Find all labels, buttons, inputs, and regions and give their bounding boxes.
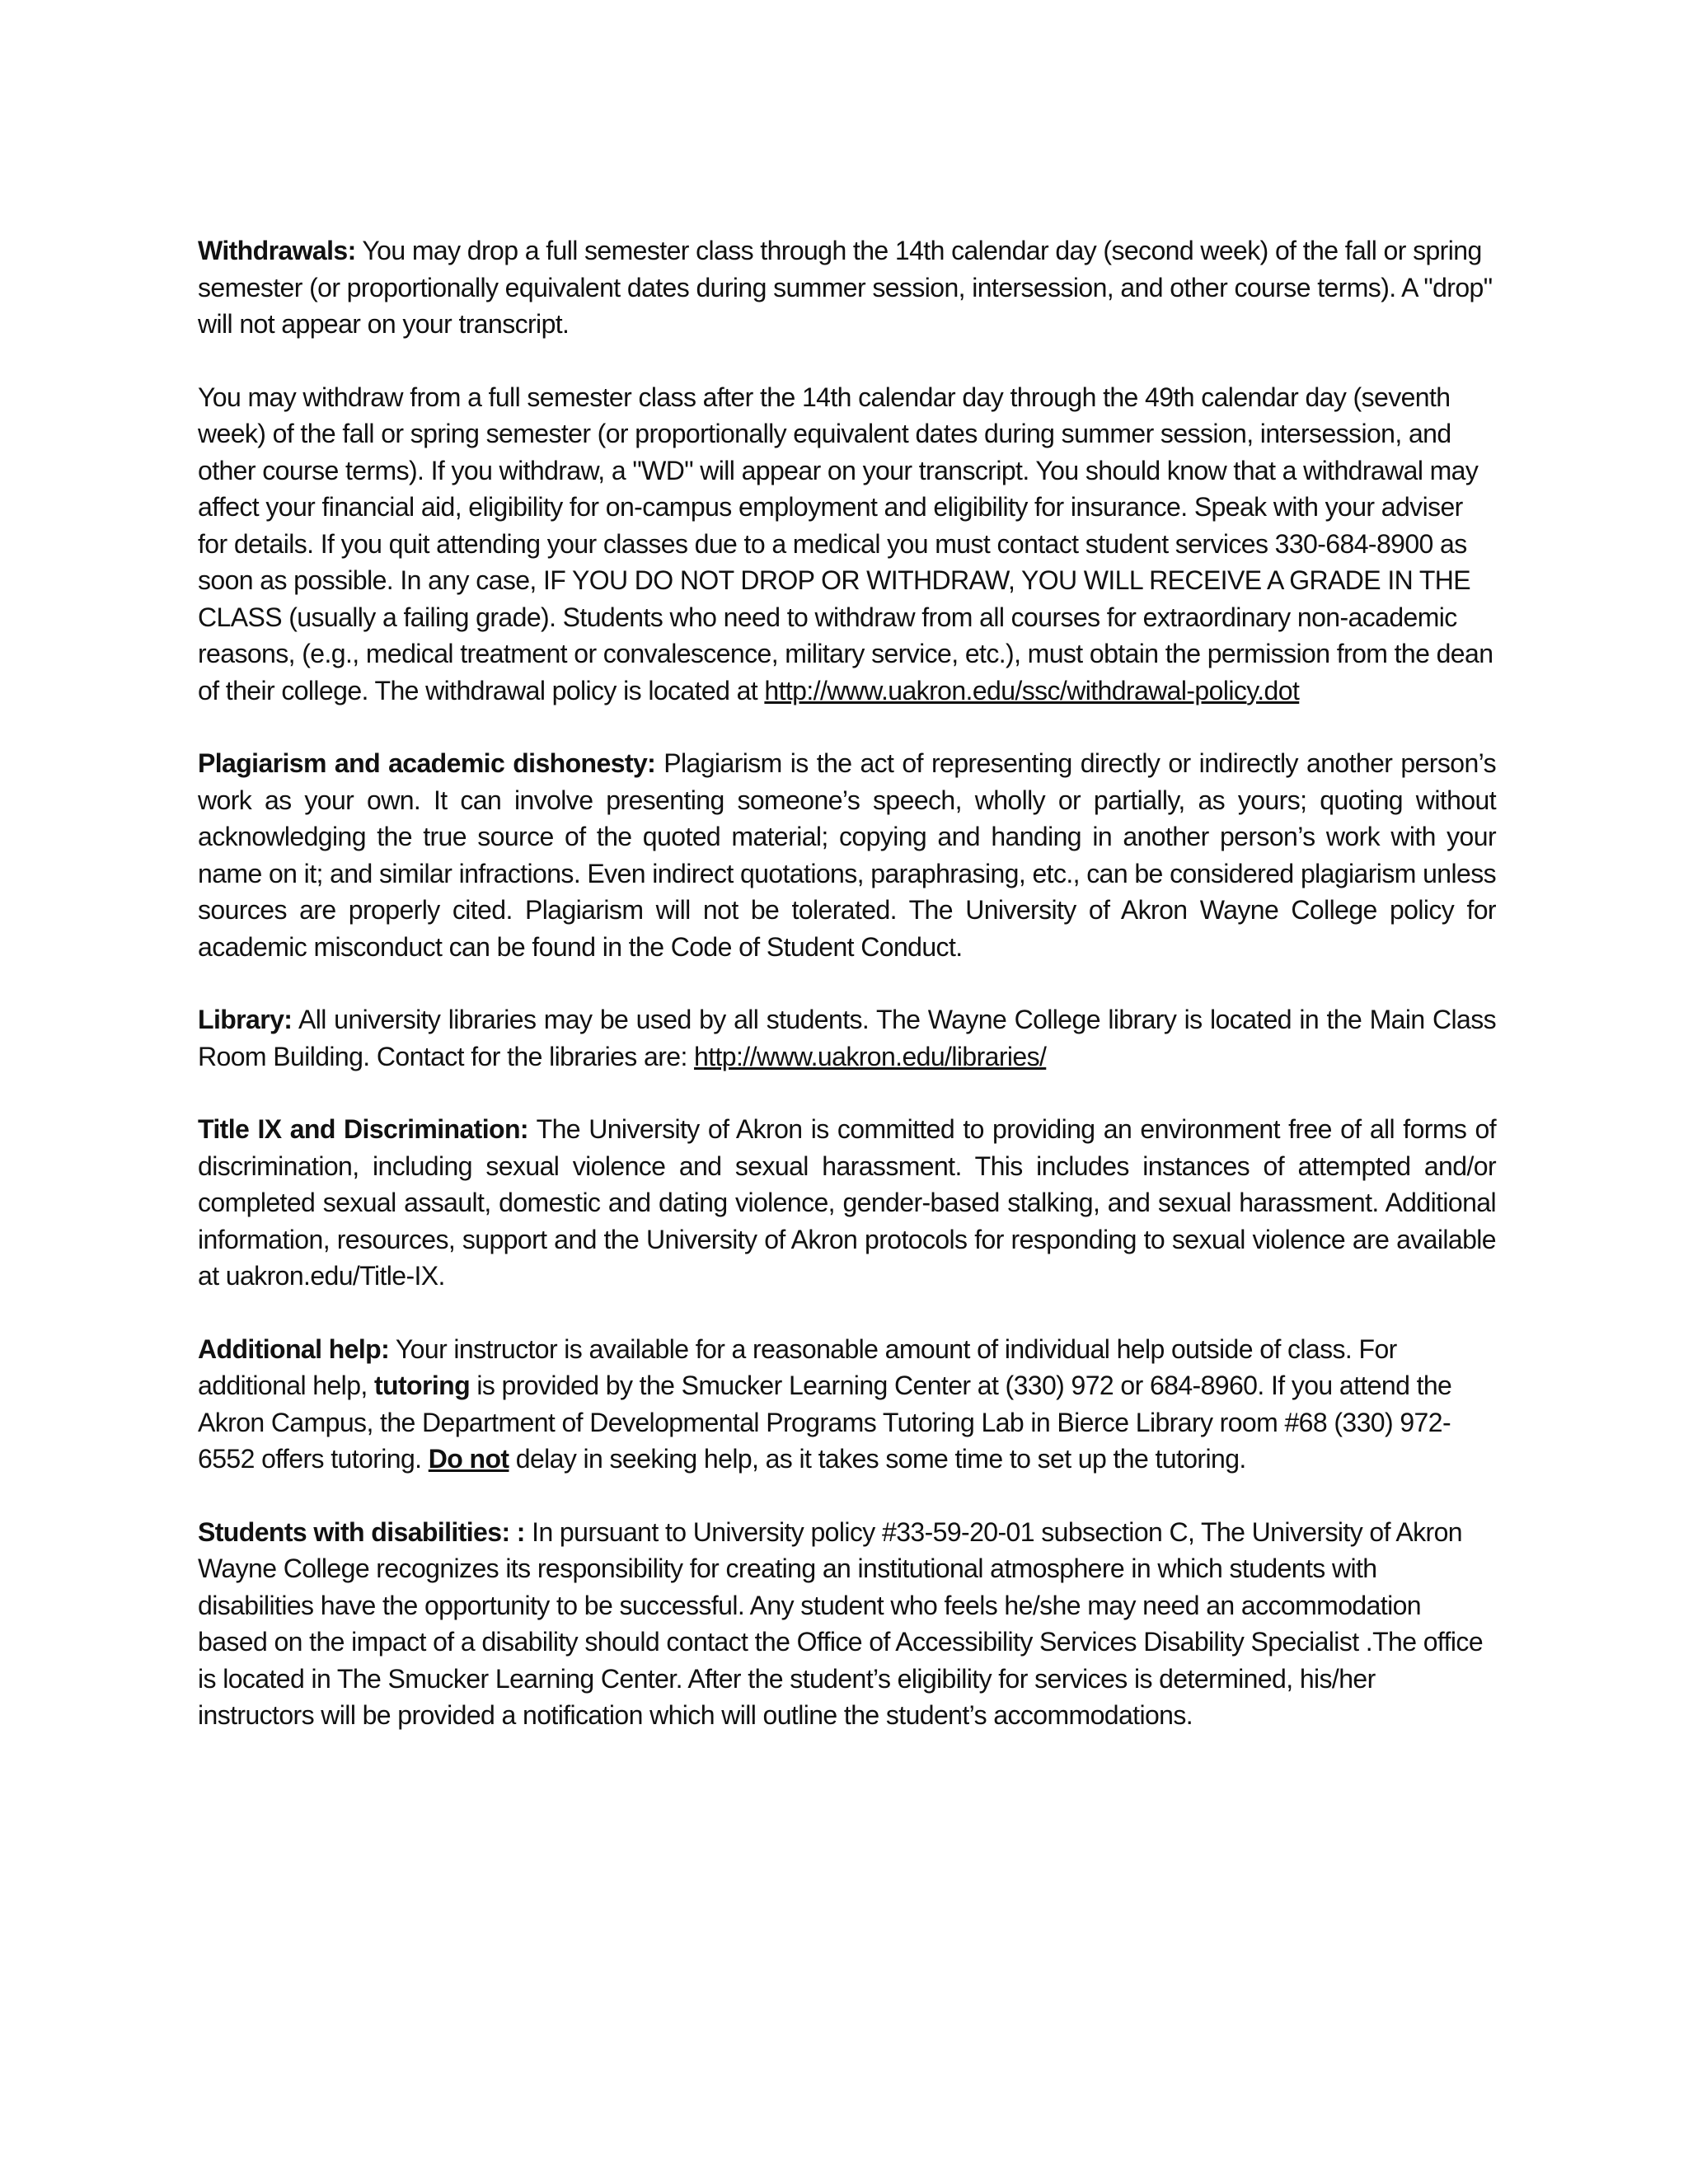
- withdrawals-paragraph: [198, 232, 1496, 343]
- libraries-link[interactable]: http://www.uakron.edu/libraries/: [694, 1041, 1047, 1071]
- additional-help-text-b: is provided by the Smucker Learning Center at (330) 972 or 684-8960. If you attend the Akron Campus, the Department of Developmental Programs Tutoring Lab in Bierce Library room #68 (330) 972-6552 offers tutoring.: [198, 1371, 1452, 1474]
- plagiarism-paragraph: [198, 745, 1496, 965]
- withdrawals-text: You may drop a full semester class through the 14th calendar day (second week) of the fall or spring semester (or proportionally equivalent dates during summer session, intersession, and other course terms). A "drop" will not appear on your transcript.: [198, 236, 1493, 339]
- withdraw-text: You may withdraw from a full semester class after the 14th calendar day through the 49th calendar day (seventh week) of the fall or spring semester (or proportionally equivalent dates during summer session, intersession, and other course terms). If you withdraw, a "WD" will appear on your transcript. You should know that a withdrawal may affect your financial aid, eligibility for on-campus employment and eligibility for insurance. Speak with your adviser for details. If you quit attending your classes due to a medical you must contact student services 330-684-8900 as soon as possible. In any case, IF YOU DO NOT DROP OR WITHDRAW, YOU WILL RECEIVE A GRADE IN THE CLASS (usually a failing grade). Students who need to withdraw from all courses for extraordinary non-academic reasons, (e.g., medical treatment or convalescence, military service, etc.), must obtain the permission from the dean of their college. The withdrawal policy is located at: [198, 382, 1493, 705]
- plagiarism-text: Plagiarism is the act of representing directly or indirectly another person’s work as your own. It can involve presenting someone’s speech, wholly or partially, as yours; quoting without acknowledging the true source of the quoted material; copying and handing in another person’s work with your name on it; and similar infractions. Even indirect quotations, paraphrasing, etc., can be considered plagiarism unless sources are properly cited. Plagiarism will not be tolerated. The University of Akron Wayne College policy for academic misconduct can be found in the Code of Student Conduct.: [198, 748, 1496, 962]
- plagiarism-heading: Plagiarism and academic dishonesty:: [198, 748, 656, 778]
- additional-help-paragraph: [198, 1331, 1496, 1478]
- title-ix-paragraph: [198, 1111, 1496, 1295]
- library-heading: Library:: [198, 1005, 293, 1034]
- title-ix-text: The University of Akron is committed to providing an environment free of all forms of discrimination, including sexual violence and sexual harassment. This includes instances of attempted and/or completed sexual assault, domestic and dating violence, gender-based stalking, and sexual harassment. Additional information, resources, support and the University of Akron protocols for responding to sexual violence are available at uakron.edu/Title-IX.: [198, 1114, 1497, 1291]
- withdraw-paragraph: [198, 379, 1496, 710]
- title-ix-heading: Title IX and Discrimination:: [198, 1114, 528, 1144]
- tutoring-emphasis: tutoring: [373, 1371, 471, 1400]
- additional-help-heading: Additional help:: [198, 1333, 390, 1364]
- disabilities-paragraph: [198, 1514, 1496, 1734]
- withdrawal-policy-link[interactable]: http://www.uakron.edu/ssc/withdrawal-policy.dot: [764, 675, 1300, 705]
- library-text: All university libraries may be used by all students. The Wayne College library is located in the Main Class Room Building. Contact for the libraries are:: [198, 1005, 1496, 1071]
- library-paragraph: [198, 1001, 1496, 1075]
- disabilities-text: In pursuant to University policy #33-59-20-01 subsection C, The University of Akron Wayne College recognizes its responsibility for creating an institutional atmosphere in which students with disabilities have the opportunity to be successful. Any student who feels he/she may need an accommodation based on the impact of a disability should contact the Office of Accessibility Services Disability Specialist .The office is located in The Smucker Learning Center. After the student’s eligibility for services is determined, his/her instructors will be provided a notification which will outline the student’s accommodations.: [198, 1516, 1484, 1730]
- do-not-emphasis: Do not: [428, 1444, 509, 1474]
- disabilities-heading: Students with disabilities: :: [198, 1516, 525, 1547]
- document-body: [198, 232, 1496, 1770]
- withdrawals-heading: Withdrawals:: [198, 236, 356, 265]
- additional-help-text-a: Your instructor is available for a reasonable amount of individual help outside of class. For additional help,: [198, 1333, 1397, 1400]
- additional-help-text-c: delay in seeking help, as it takes some time to set up the tutoring.: [509, 1444, 1246, 1474]
